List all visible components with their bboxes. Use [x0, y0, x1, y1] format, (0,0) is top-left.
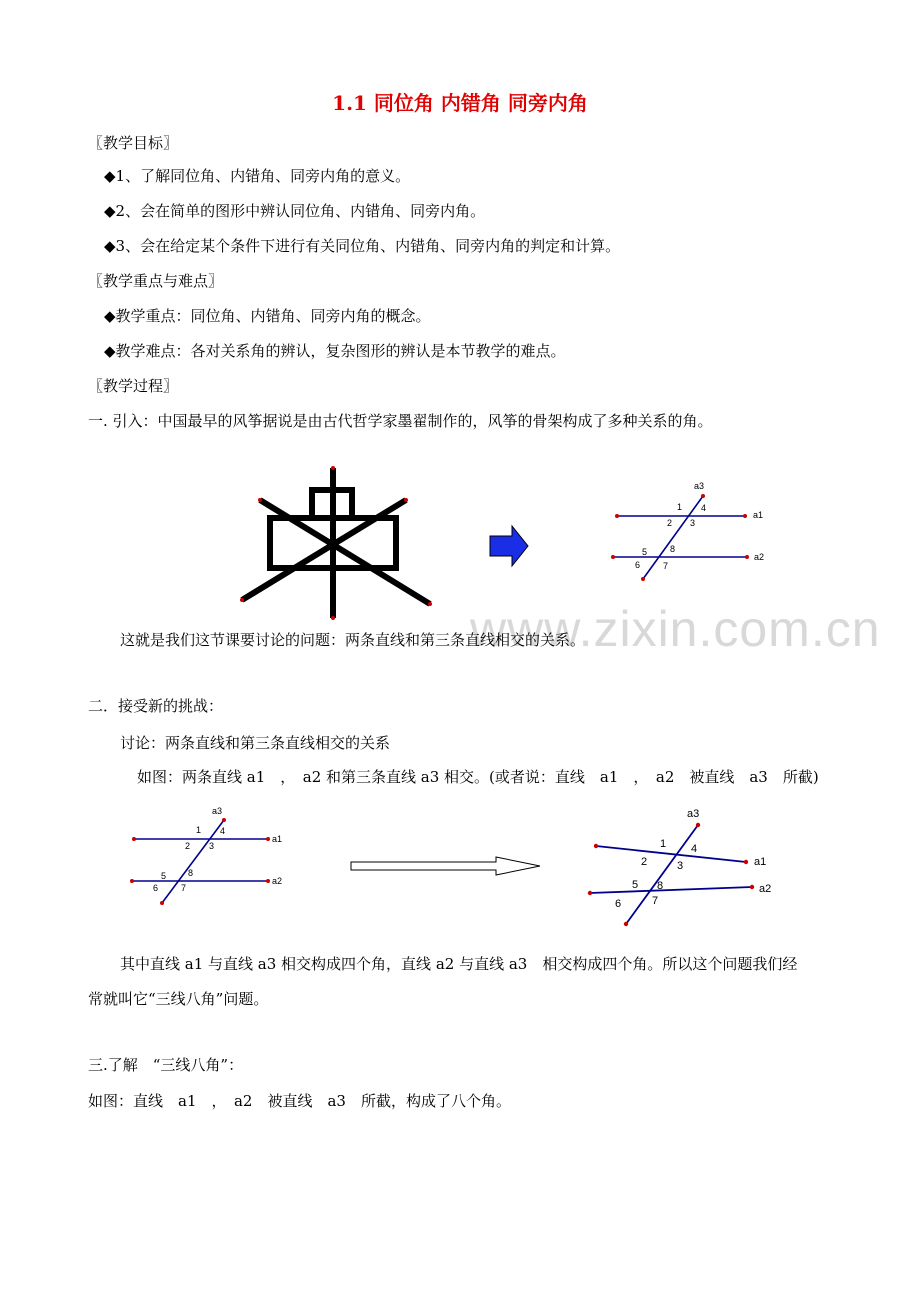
label-a1: a1	[754, 856, 767, 868]
angle-label: 7	[663, 561, 669, 571]
angle-label: 7	[181, 883, 187, 893]
goal-3: ◆3、会在给定某个条件下进行有关同位角、内错角、同旁内角的判定和计算。	[104, 237, 621, 255]
part3-text: 如图：直线 a1 ， a2 被直线 a3 所截，构成了八个角。	[88, 1092, 511, 1110]
angle-label: 8	[670, 544, 676, 554]
angle-label: 5	[161, 871, 167, 881]
angle-label: 1	[196, 825, 202, 835]
kite-frame-figure	[230, 462, 440, 622]
angle-label: 2	[185, 841, 191, 851]
angle-label: 6	[615, 898, 622, 910]
difficult-point: ◆教学难点：各对关系角的辨认，复杂图形的辨认是本节教学的难点。	[104, 342, 566, 360]
angle-label: 2	[641, 856, 648, 868]
part3-header: 三.了解 “三线八角”：	[88, 1056, 244, 1074]
label-a3: a3	[212, 806, 223, 816]
right-arrow-icon	[488, 524, 530, 568]
discussion-text: 讨论：两条直线和第三条直线相交的关系	[120, 734, 391, 752]
angle-label: 1	[660, 838, 667, 850]
explanation-line-1: 其中直线 a1 与直线 a3 相交构成四个角，直线 a2 与直线 a3 相交构成四个角。所以这个问题我们经	[120, 955, 798, 973]
goals-header: 〖教学目标〗	[88, 134, 179, 152]
label-a3: a3	[694, 481, 705, 491]
angle-label: 2	[667, 518, 673, 528]
angle-label: 5	[642, 547, 648, 557]
process-header: 〖教学过程〗	[88, 377, 179, 395]
angle-label: 8	[657, 880, 664, 892]
angle-label: 3	[677, 860, 684, 872]
explanation-line-2: 常就叫它“三线八角”问题。	[88, 990, 269, 1008]
as-shown-text: 如图：两条直线 a1 ， a2 和第三条直线 a3 相交。(或者说：直线 a1 ， a2 被直线 a3 所截)	[137, 768, 819, 786]
watermark: www.zixin.com.cn	[470, 601, 881, 657]
label-a2: a2	[759, 883, 772, 895]
angle-label: 4	[701, 503, 707, 513]
hollow-arrow-icon	[348, 855, 544, 877]
angle-label: 4	[691, 843, 698, 855]
goal-2: ◆2、会在简单的图形中辨认同位角、内错角、同旁内角。	[104, 202, 486, 220]
intersecting-lines-figure	[582, 800, 782, 928]
label-a1: a1	[753, 510, 764, 520]
part2-header: 二．接受新的挑战：	[88, 697, 224, 715]
angle-label: 5	[632, 879, 639, 891]
angle-label: 7	[652, 895, 659, 907]
label-a2: a2	[754, 552, 765, 562]
angle-label: 4	[220, 826, 226, 836]
label-a3: a3	[687, 808, 700, 820]
parallel-lines-figure-1	[605, 478, 775, 586]
key-point: ◆教学重点：同位角、内错角、同旁内角的概念。	[104, 307, 431, 325]
label-a2: a2	[272, 876, 283, 886]
label-a1: a1	[272, 834, 283, 844]
intro-conclusion: 这就是我们这节课要讨论的问题：两条直线和第三条直线相交的关系。	[120, 631, 586, 649]
parallel-lines-figure-2	[122, 802, 292, 910]
goal-1: ◆1、了解同位角、内错角、同旁内角的意义。	[104, 167, 411, 185]
angle-label: 3	[690, 518, 696, 528]
page-title: 1.1 同位角 内错角 同旁内角	[332, 91, 588, 115]
angle-label: 8	[188, 868, 194, 878]
angle-label: 6	[153, 883, 159, 893]
key-header: 〖教学重点与难点〗	[88, 272, 224, 290]
angle-label: 3	[209, 841, 215, 851]
intro-paragraph: 一. 引入：中国最早的风筝据说是由古代哲学家墨翟制作的，风筝的骨架构成了多种关系的角。	[88, 412, 713, 430]
angle-label: 1	[677, 502, 683, 512]
angle-label: 6	[635, 560, 641, 570]
